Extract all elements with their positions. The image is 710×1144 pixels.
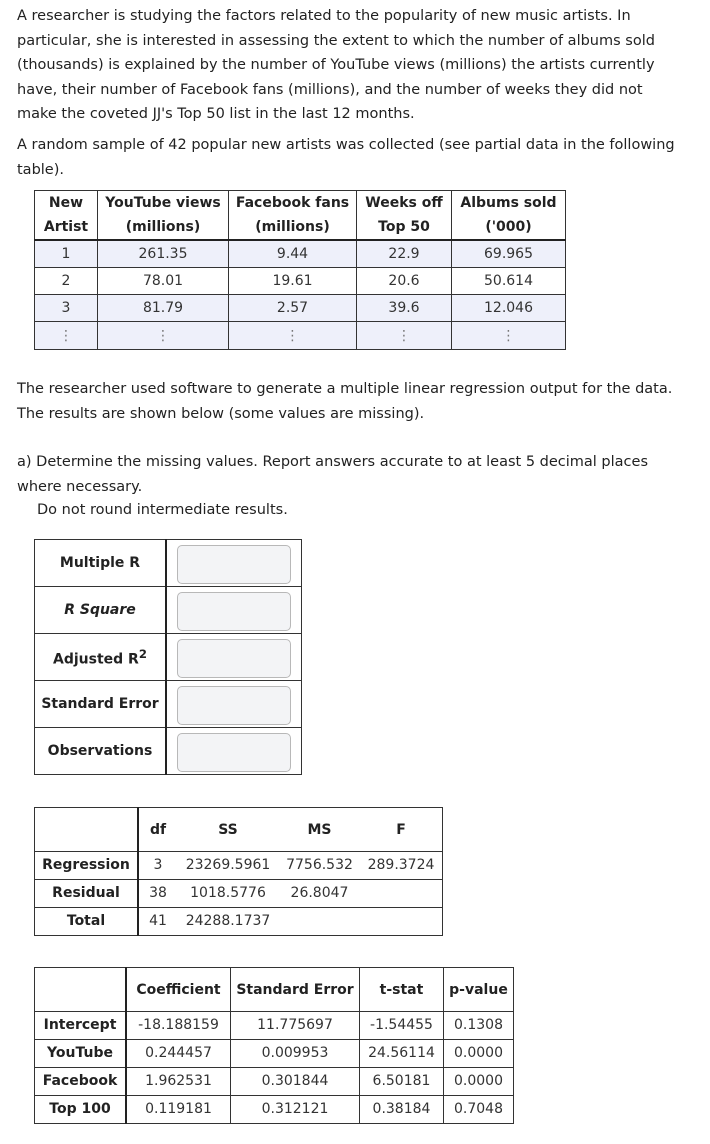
cell: 1.962531 <box>126 1068 231 1096</box>
cell <box>279 908 360 936</box>
cell: 0.312121 <box>231 1096 360 1124</box>
sample-paragraph: A random sample of 42 popular new artists was collected (see partial data in the following table). <box>17 137 675 178</box>
intro-paragraph: A researcher is studying the factors related to the popularity of new music artists. In particular, she is interested in assessing the extent to which the number of albums sold (thousands) is explained by the number of YouTube views (millions) the artists currently have, their number of Facebook fans (millions), and the number of weeks they did not make the coveted JJ's Top 50 list in the last 12 months. <box>17 8 655 122</box>
question-a: a) Determine the missing values. Report answers accurate to at least 5 decimal places where necessary. <box>17 454 648 495</box>
cell: 3 <box>35 295 98 322</box>
ellipsis: ⋮ <box>452 322 566 350</box>
cell: 261.35 <box>98 240 229 268</box>
coef-header-blank <box>35 968 127 1012</box>
multiple-r-input[interactable] <box>177 545 291 584</box>
coef-header-p-value: p-value <box>444 968 514 1012</box>
anova-header-ss: SS <box>177 808 279 852</box>
table-row-ellipsis <box>35 322 566 350</box>
cell: 0.0000 <box>444 1068 514 1096</box>
cell: 7756.532 <box>279 852 360 880</box>
header-facebook-unit: (millions) <box>229 215 357 240</box>
cell: 23269.5961 <box>177 852 279 880</box>
row-label: Facebook <box>35 1068 127 1096</box>
header-top50: Top 50 <box>357 215 452 240</box>
anova-table <box>34 807 443 936</box>
cell: 0.38184 <box>360 1096 444 1124</box>
header-facebook: Facebook fans <box>229 191 357 216</box>
header-youtube: YouTube views <box>98 191 229 216</box>
adjusted-r2-label: Adjusted $R^2$ <box>35 634 167 681</box>
cell: -18.188159 <box>126 1012 231 1040</box>
row-label: Top 100 <box>35 1096 127 1124</box>
anova-header-blank <box>35 808 139 852</box>
standard-error-label: Standard Error <box>35 681 167 728</box>
row-label: Total <box>35 908 139 936</box>
anova-header-ms: MS <box>279 808 360 852</box>
cell: 1018.5776 <box>177 880 279 908</box>
header-albums: Albums sold <box>452 191 566 216</box>
row-label: Regression <box>35 852 139 880</box>
table-row <box>35 852 443 880</box>
cell: 81.79 <box>98 295 229 322</box>
header-albums-unit: ('000) <box>452 215 566 240</box>
row-label: Residual <box>35 880 139 908</box>
cell: 24.56114 <box>360 1040 444 1068</box>
cell: 2 <box>35 268 98 295</box>
row-label: YouTube <box>35 1040 127 1068</box>
cell: 39.6 <box>357 295 452 322</box>
cell: 0.301844 <box>231 1068 360 1096</box>
cell: 22.9 <box>357 240 452 268</box>
cell: 12.046 <box>452 295 566 322</box>
observations-label: Observations <box>35 728 167 775</box>
artist-data-table <box>34 190 566 350</box>
coef-header-standard-error: Standard Error <box>231 968 360 1012</box>
observations-input[interactable] <box>177 733 291 772</box>
table-row <box>35 295 566 322</box>
cell: 69.965 <box>452 240 566 268</box>
cell: 6.50181 <box>360 1068 444 1096</box>
cell: 20.6 <box>357 268 452 295</box>
cell: 26.8047 <box>279 880 360 908</box>
r-square-label: R Square <box>35 587 167 634</box>
header-youtube-unit: (millions) <box>98 215 229 240</box>
ellipsis: ⋮ <box>35 322 98 350</box>
cell: 24288.1737 <box>177 908 279 936</box>
cell <box>360 908 443 936</box>
ellipsis: ⋮ <box>98 322 229 350</box>
header-new: New <box>35 191 98 216</box>
anova-header-df: df <box>138 808 177 852</box>
cell: 50.614 <box>452 268 566 295</box>
table-row <box>35 1040 514 1068</box>
cell: 0.7048 <box>444 1096 514 1124</box>
cell: 38 <box>138 880 177 908</box>
cell: 19.61 <box>229 268 357 295</box>
adjusted-r2-input[interactable] <box>177 639 291 678</box>
r-square-input[interactable] <box>177 592 291 631</box>
table-row <box>35 240 566 268</box>
cell: 0.0000 <box>444 1040 514 1068</box>
software-paragraph: The researcher used software to generate a multiple linear regression output for the data. The results are shown below (some values are missing). <box>17 381 673 422</box>
table-row <box>35 880 443 908</box>
coef-header-coefficient: Coefficient <box>126 968 231 1012</box>
cell: 1 <box>35 240 98 268</box>
header-artist: Artist <box>35 215 98 240</box>
cell: 0.244457 <box>126 1040 231 1068</box>
regression-stats-table <box>34 539 302 775</box>
row-label: Intercept <box>35 1012 127 1040</box>
cell: 78.01 <box>98 268 229 295</box>
table-row <box>35 908 443 936</box>
rounding-note: Do not round intermediate results. <box>37 502 288 518</box>
ellipsis: ⋮ <box>357 322 452 350</box>
cell: 2.57 <box>229 295 357 322</box>
coef-header-t-stat: t-stat <box>360 968 444 1012</box>
anova-header-f: F <box>360 808 443 852</box>
table-row <box>35 1012 514 1040</box>
cell: 11.775697 <box>231 1012 360 1040</box>
cell <box>360 880 443 908</box>
cell: 41 <box>138 908 177 936</box>
cell: -1.54455 <box>360 1012 444 1040</box>
cell: 9.44 <box>229 240 357 268</box>
cell: 0.009953 <box>231 1040 360 1068</box>
table-row <box>35 1068 514 1096</box>
cell: 289.3724 <box>360 852 443 880</box>
cell: 3 <box>138 852 177 880</box>
table-row <box>35 1096 514 1124</box>
coefficients-table <box>34 967 514 1124</box>
ellipsis: ⋮ <box>229 322 357 350</box>
standard-error-input[interactable] <box>177 686 291 725</box>
cell: 0.119181 <box>126 1096 231 1124</box>
cell: 0.1308 <box>444 1012 514 1040</box>
header-weeks: Weeks off <box>357 191 452 216</box>
multiple-r-label: Multiple R <box>35 540 167 587</box>
table-row <box>35 268 566 295</box>
